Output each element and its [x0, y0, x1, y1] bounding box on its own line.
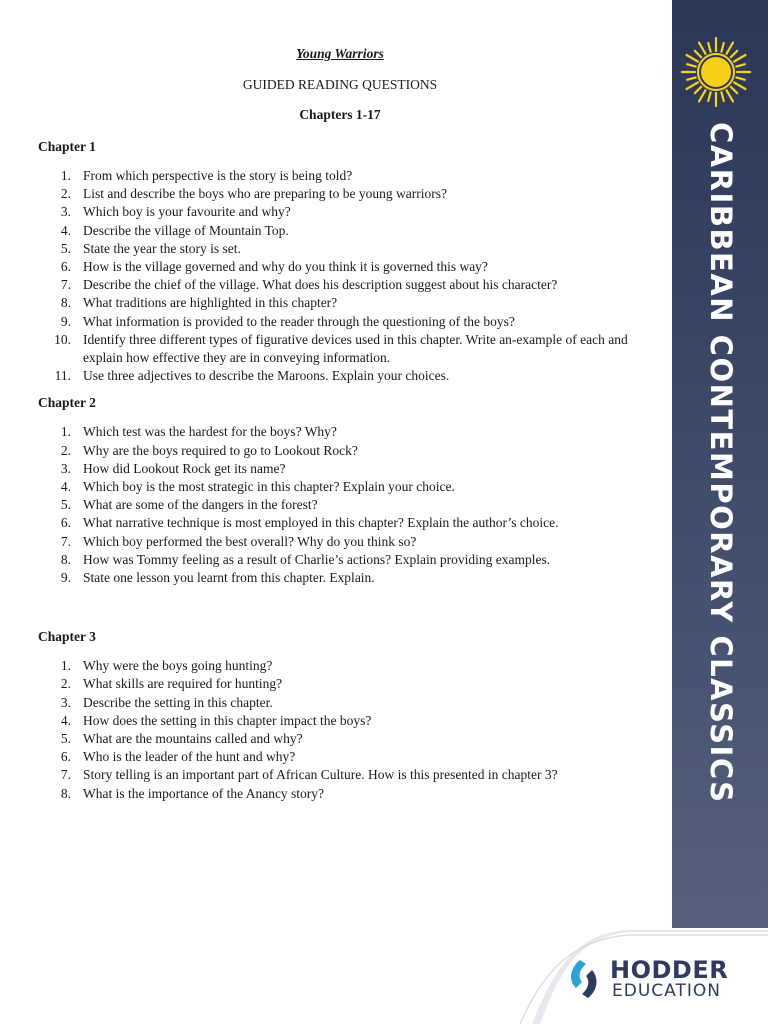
question-item: 11. Use three adjectives to describe the Maroons. Explain your choices.	[54, 368, 450, 384]
question-item: 8. How was Tommy feeling as a result of Charlie’s actions? Explain providing examples.	[60, 551, 551, 567]
question-item: 9. What information is provided to the reader through the questioning of the boys?	[60, 313, 515, 329]
publisher-division: EDUCATION	[612, 981, 721, 1001]
sun-ray	[721, 92, 723, 101]
question-item: 3. Describe the setting in this chapter.	[60, 694, 273, 710]
sun-ray	[687, 64, 696, 66]
question-item: 9. State one lesson you learnt from this chapter. Explain.	[60, 570, 375, 586]
question-list	[38, 657, 658, 803]
sun-ray	[695, 87, 701, 93]
sun-ray	[727, 90, 734, 101]
question-item: 2. Why are the boys required to go to Lookout Rock?	[60, 442, 358, 458]
question-item: 5. What are the mountains called and why?	[60, 731, 303, 747]
question-item: 7. Describe the chief of the village. What does his description suggest about his character?	[60, 277, 558, 293]
question-item: 7. Story telling is an important part of African Culture. How is this presented in chapter 3?	[60, 767, 558, 783]
publisher-logo	[566, 956, 736, 1006]
question-item: 2. What skills are required for hunting?	[60, 676, 283, 692]
question-item: 7. Which boy performed the best overall? Why do you think so?	[60, 533, 417, 549]
document-subtitle: GUIDED READING QUESTIONS	[242, 77, 438, 92]
sun-ray	[695, 51, 701, 57]
question-item: 6. What narrative technique is most employed in this chapter? Explain the author’s choice.	[60, 515, 559, 531]
sun-ray	[721, 43, 723, 52]
series-title: CARIBBEAN CONTEMPORARY CLASSICS	[704, 122, 738, 804]
question-item: 5. State the year the story is set.	[60, 240, 241, 256]
question-item: 1. From which perspective is the story is being told?	[60, 168, 353, 183]
sun-ray	[727, 43, 734, 54]
hodder-mark-icon	[566, 958, 600, 1000]
sun-ray	[731, 51, 737, 57]
sun-ray	[687, 55, 698, 62]
publisher-name: HODDER	[610, 956, 729, 984]
chapter-range: Chapters 1-17	[299, 107, 381, 122]
question-item: 8. What traditions are highlighted in this chapter?	[60, 295, 338, 311]
question-item: 10. Identify three different types of figurative devices used in this chapter. Write an-example of each and explain how effective they are in conveying information.	[54, 331, 628, 366]
sun-ray	[687, 77, 696, 79]
sun-ray	[699, 43, 706, 54]
question-item: 4. How does the setting in this chapter impact the boys?	[60, 712, 372, 728]
question-item: 1. Why were the boys going hunting?	[60, 658, 273, 674]
chapter-heading: Chapter 1	[38, 139, 96, 154]
sun-ray	[687, 83, 698, 90]
document-body	[38, 46, 658, 803]
question-item: 8. What is the importance of the Anancy story?	[60, 785, 325, 801]
question-item: 5. What are some of the dangers in the forest?	[60, 497, 318, 513]
sun-ray	[699, 90, 706, 101]
question-item: 4. Which boy is the most strategic in this chapter? Explain your choice.	[60, 479, 455, 495]
sun-icon	[680, 36, 752, 108]
sun-ray	[708, 92, 710, 101]
sun-ray	[736, 64, 745, 66]
chapter-heading: Chapter 3	[38, 629, 96, 645]
question-list	[38, 423, 658, 587]
question-item: 3. How did Lookout Rock get its name?	[60, 460, 286, 476]
question-item: 3. Which boy is your favourite and why?	[60, 204, 291, 220]
document-title: Young Warriors	[296, 46, 384, 61]
question-item: 4. Describe the village of Mountain Top.	[60, 222, 289, 238]
question-item: 1. Which test was the hardest for the boys? Why?	[60, 424, 337, 440]
question-item: 6. How is the village governed and why do you think it is governed this way?	[60, 259, 488, 275]
sun-ray	[708, 43, 710, 52]
sun-ray	[736, 77, 745, 79]
sun-ray	[734, 55, 745, 62]
question-item: 2. List and describe the boys who are preparing to be young warriors?	[60, 186, 448, 202]
chapter-heading: Chapter 2	[38, 395, 96, 411]
question-item: 6. Who is the leader of the hunt and why?	[60, 749, 296, 765]
sun-ray	[734, 83, 745, 90]
sun-ray	[731, 87, 737, 93]
question-list	[38, 167, 658, 385]
